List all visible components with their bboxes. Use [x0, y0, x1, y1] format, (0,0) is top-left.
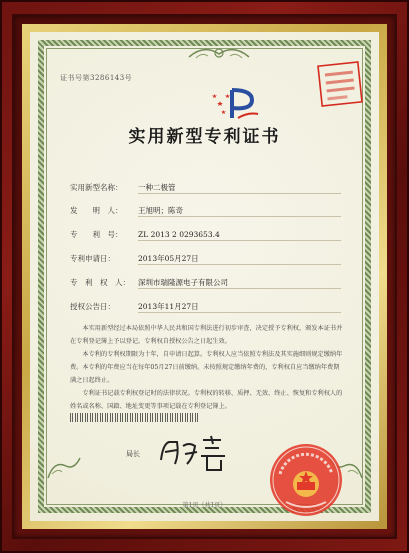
field-value: ZL 2013 2 0293653.4 — [138, 230, 220, 239]
corner-ornament-bottom-left — [44, 452, 84, 482]
field-label: 发 明 人： — [70, 206, 123, 215]
field-label: 专利申请日： — [70, 254, 115, 263]
field-label: 专 利 号： — [70, 230, 123, 239]
director-signature — [155, 430, 235, 474]
field-underline — [138, 193, 341, 194]
barcode — [70, 413, 200, 422]
field-utility-model-name — [70, 182, 176, 193]
field-value: 一种二极管 — [138, 183, 176, 192]
field-patent-number — [70, 229, 220, 240]
certificate-paper — [30, 32, 379, 521]
patent-office-logo — [208, 84, 266, 122]
page-number: 第1页（共1页） — [182, 502, 227, 509]
field-value: 2013年11月27日 — [138, 302, 199, 311]
field-value: 深圳市瑞隆源电子有限公司 — [138, 278, 228, 287]
body-paragraph: 本专利的专利权期限为十年，自申请日起算。专利权人应当依照专利法及其实施细则规定缴纳年费。本专利的年费应当在每年05月27日前缴纳。未按照规定缴纳年费的，专利权自应当缴纳年费期满之日起终止。 — [70, 351, 343, 384]
field-grant-date — [70, 301, 199, 312]
certificate-body — [70, 322, 343, 413]
field-value: 王旭明；陈奇 — [138, 206, 183, 215]
examination-stamp — [316, 60, 364, 108]
field-value: 2013年05月27日 — [138, 254, 199, 263]
field-inventor — [70, 205, 183, 216]
field-label: 实用新型名称： — [70, 183, 123, 192]
field-label: 专 利 权 人： — [70, 278, 130, 287]
field-underline — [138, 240, 341, 241]
body-paragraph: 专利证书记载专利权登记时的法律状况。专利权的转移、质押、无效、终止、恢复和专利权人的姓名或名称、国籍、地址变更等事项记载在专利登记簿上。 — [70, 390, 343, 410]
field-label: 授权公告日： — [70, 302, 115, 311]
field-underline — [138, 216, 341, 217]
field-underline — [138, 288, 341, 289]
top-ornament — [184, 42, 254, 64]
certificate-title: 实用新型专利证书 — [128, 127, 281, 147]
field-application-date — [70, 253, 199, 264]
body-paragraph: 本实用新型经过本局依照中华人民共和国专利法进行初步审查，决定授予专利权，颁发本证书并在专利登记簿上予以登记。专利权自授权公告之日起生效。 — [70, 325, 343, 345]
field-underline — [138, 312, 341, 313]
certificate-number: 证书号第3286143号 — [60, 74, 133, 82]
field-patentee — [70, 277, 228, 288]
director-label: 局长 — [126, 450, 140, 458]
field-underline — [138, 264, 341, 265]
